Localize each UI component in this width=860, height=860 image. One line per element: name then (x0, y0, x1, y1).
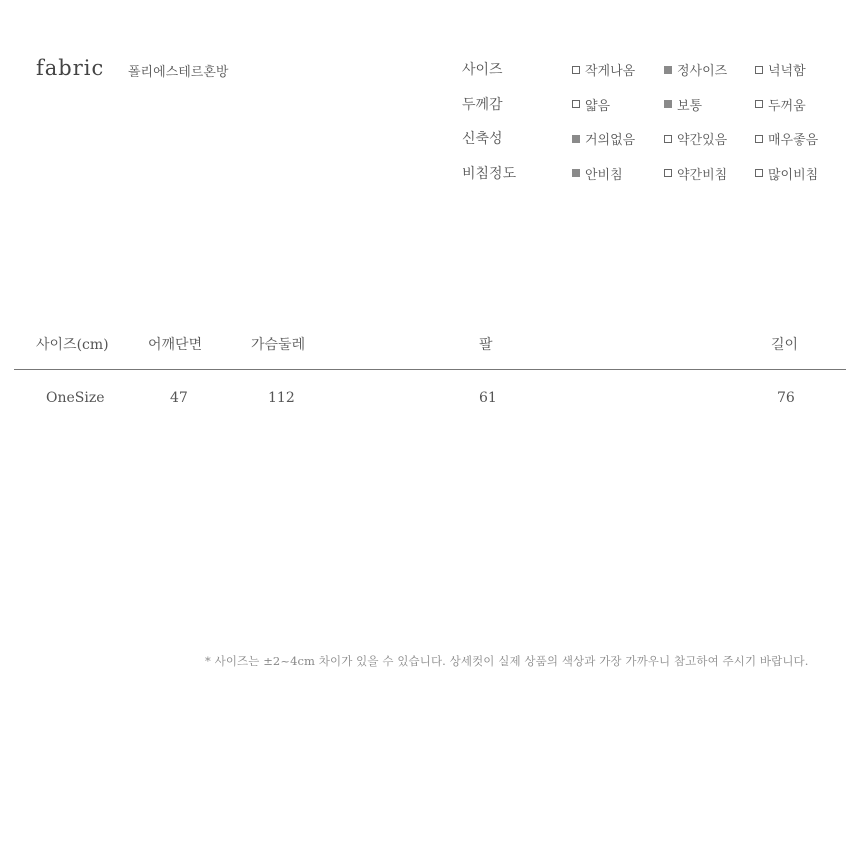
option-label: 얇음 (585, 98, 611, 114)
checkbox-checked-icon (572, 135, 580, 143)
attribute-name: 신축성 (462, 131, 503, 147)
size-cell-chest: 112 (268, 390, 295, 406)
table-divider (14, 369, 846, 370)
option-item (755, 60, 806, 79)
option-item (572, 60, 635, 79)
checkbox-checked-icon (664, 66, 672, 74)
checkbox-checked-icon (664, 100, 672, 108)
option-item (664, 164, 727, 183)
checkbox-icon (755, 135, 763, 143)
attribute-name: 사이즈 (462, 62, 503, 78)
checkbox-icon (664, 169, 672, 177)
size-cell-shoulder: 47 (170, 390, 188, 406)
option-item (572, 95, 610, 114)
size-header-size: 사이즈(cm) (36, 337, 109, 353)
option-item (755, 95, 806, 114)
option-label: 보통 (677, 98, 703, 114)
option-label: 거의없음 (585, 133, 636, 148)
option-item (664, 129, 727, 148)
checkbox-icon (755, 66, 763, 74)
checkbox-icon (755, 169, 763, 177)
checkbox-icon (755, 100, 763, 108)
option-label: 매우좋음 (768, 133, 819, 148)
size-header-shoulder: 어깨단면 (148, 337, 203, 353)
size-disclaimer-note: * 사이즈는 ±2~4cm 차이가 있을 수 있습니다. 상세컷이 실제 상품의 색상과 가장 가까우니 참고하여 주시기 바랍니다. (205, 654, 809, 668)
option-label: 약간비침 (677, 167, 728, 183)
size-header-chest: 가슴둘레 (251, 337, 306, 353)
size-cell-size: OneSize (46, 390, 105, 406)
option-item (664, 95, 702, 114)
option-label: 작게나옴 (585, 64, 636, 79)
fabric-value: 폴리에스테르혼방 (128, 65, 229, 80)
option-label: 두꺼움 (768, 98, 806, 114)
size-cell-length: 76 (777, 390, 795, 406)
option-item (755, 164, 818, 183)
checkbox-checked-icon (572, 169, 580, 177)
option-item (572, 129, 635, 148)
size-cell-sleeve: 61 (479, 390, 497, 406)
option-label: 약간있음 (677, 133, 728, 148)
option-item (572, 164, 623, 183)
checkbox-icon (572, 100, 580, 108)
checkbox-icon (572, 66, 580, 74)
size-header-length: 길이 (771, 337, 799, 353)
option-label: 정사이즈 (677, 64, 728, 79)
attribute-name: 비침정도 (462, 165, 517, 182)
attribute-name: 두께감 (462, 96, 503, 113)
option-label: 많이비침 (768, 167, 819, 183)
option-label: 안비침 (585, 167, 623, 183)
option-item (664, 60, 727, 79)
size-header-sleeve: 팔 (479, 337, 493, 353)
option-label: 넉넉함 (768, 64, 806, 79)
option-item (755, 129, 818, 148)
checkbox-icon (664, 135, 672, 143)
fabric-label: fabric (36, 56, 105, 80)
